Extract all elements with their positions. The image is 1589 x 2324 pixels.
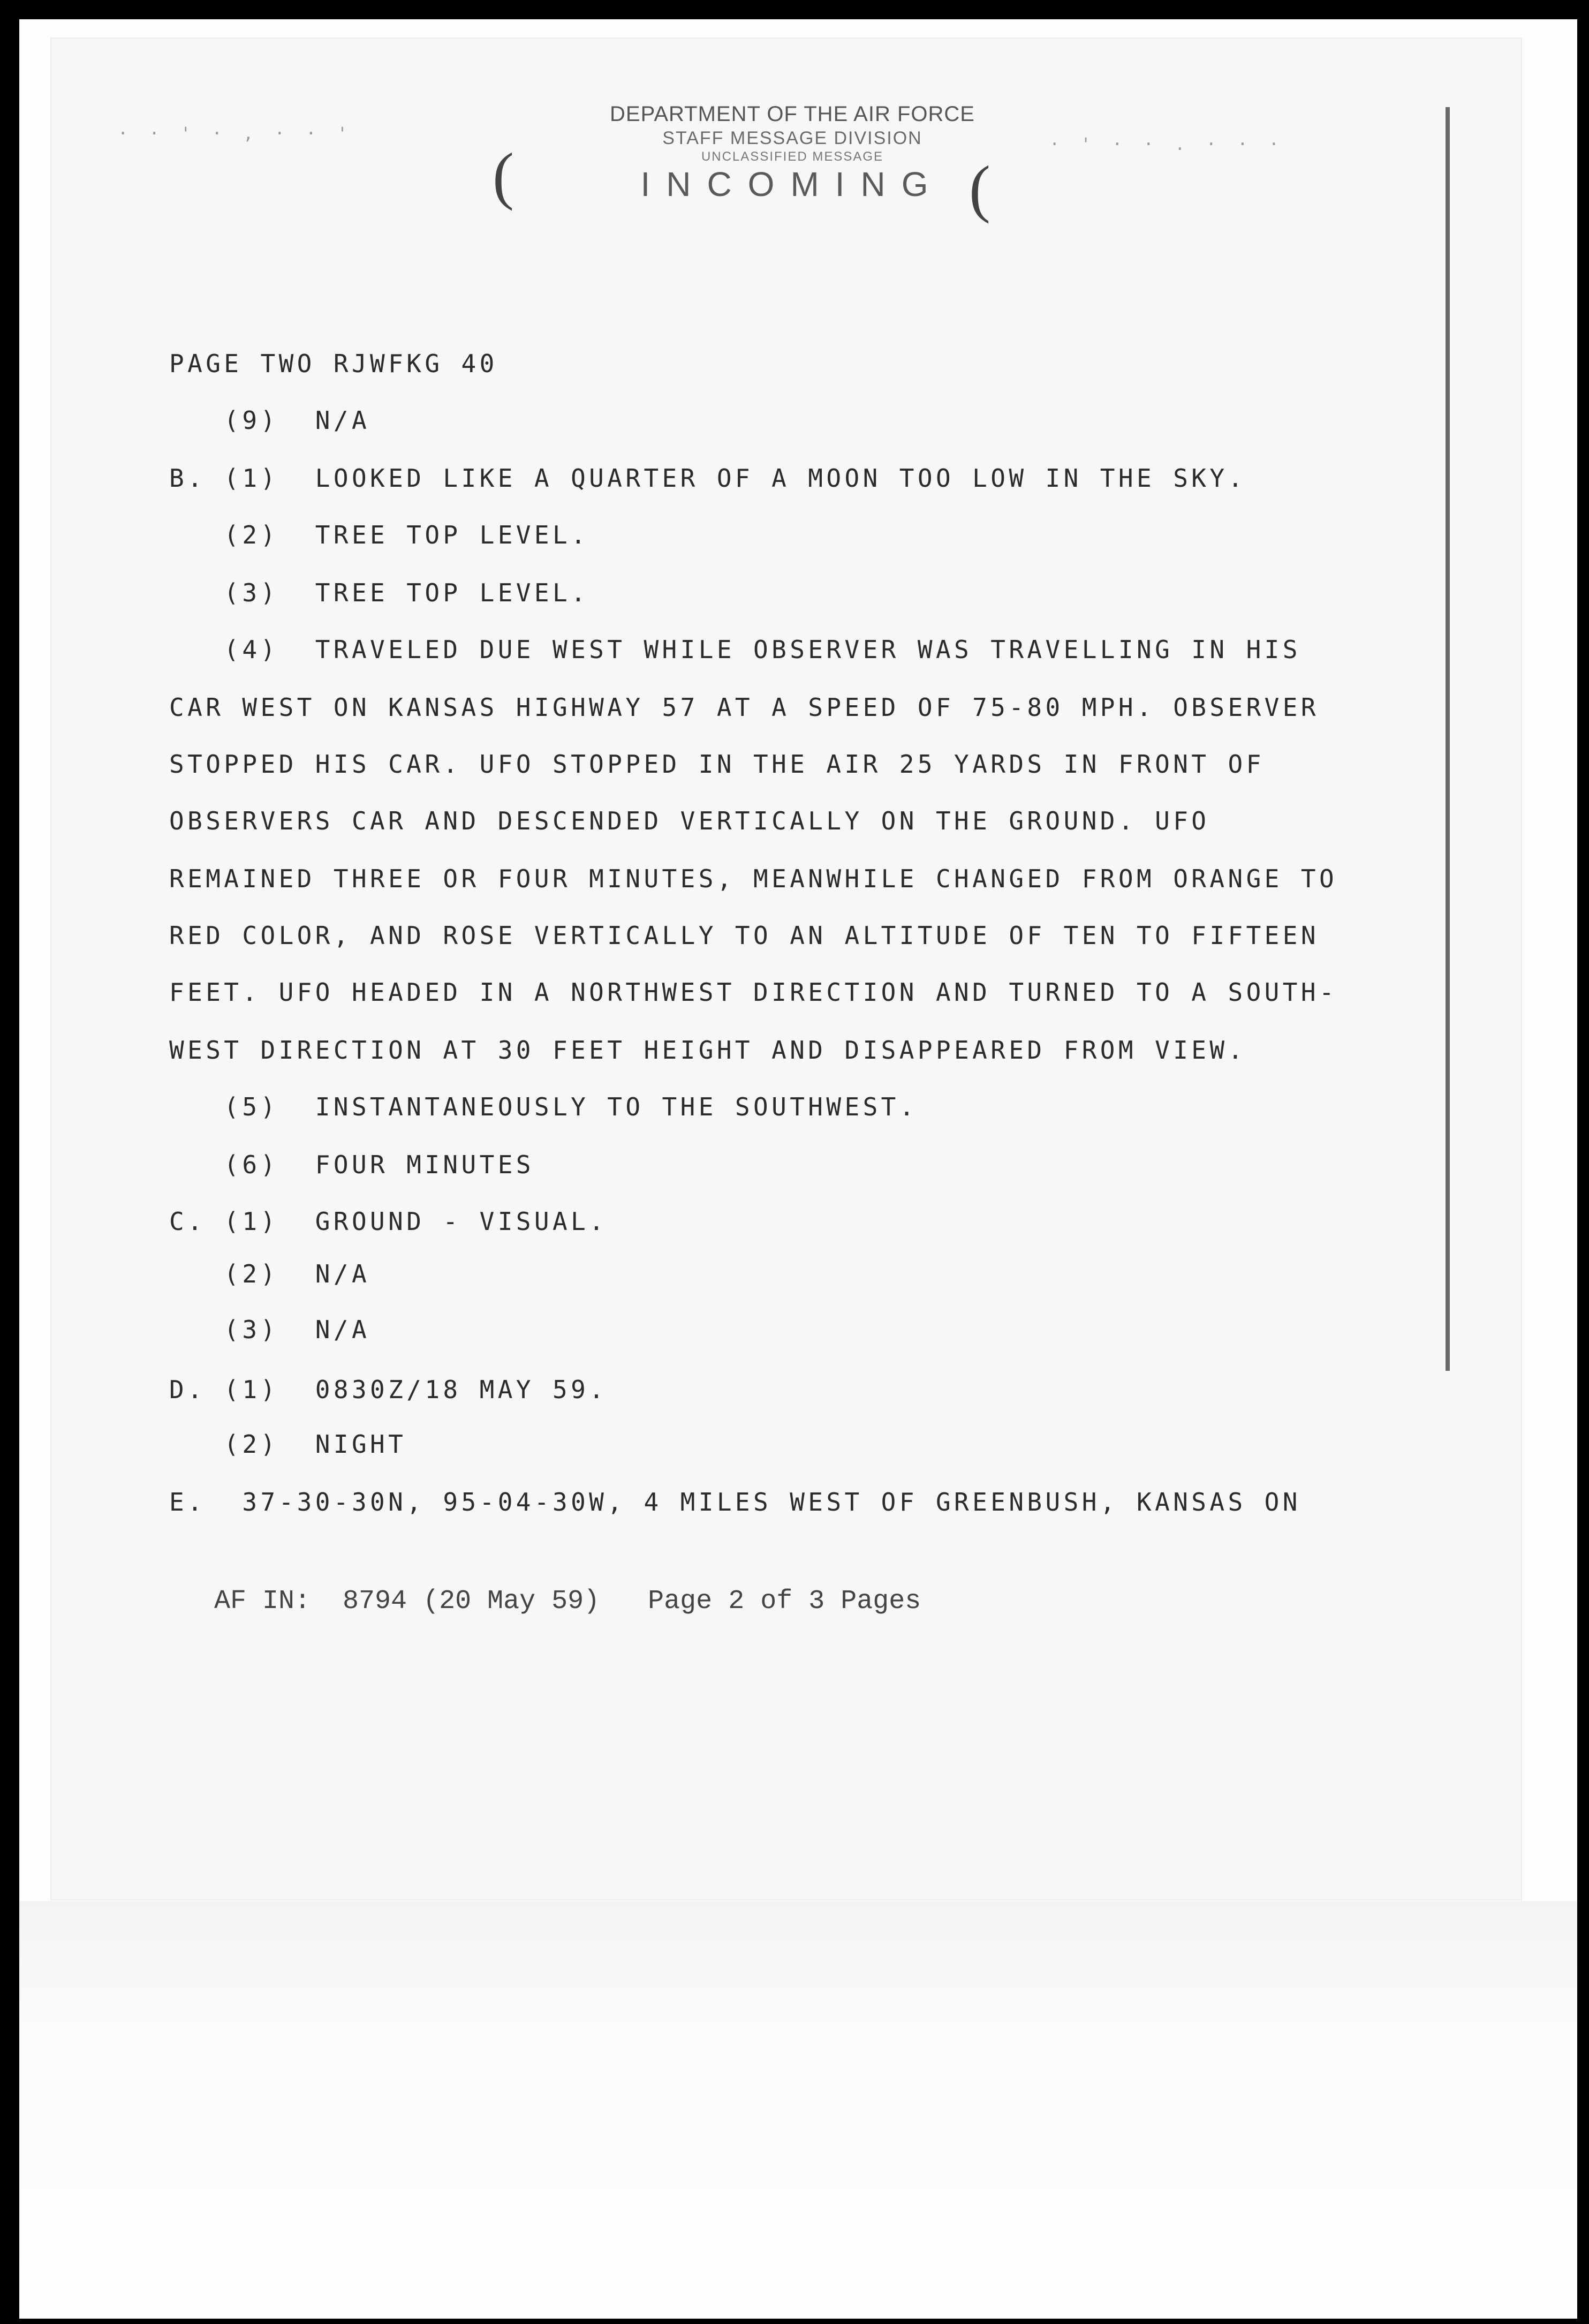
body-line-1: PAGE TWO RJWFKG 40 (169, 349, 498, 378)
body-line-3: B. (1) LOOKED LIKE A QUARTER OF A MOON TOO LOW IN THE SKY. (169, 464, 1246, 493)
body-line-10: REMAINED THREE OR FOUR MINUTES, MEANWHILE CHANGED FROM ORANGE TO (169, 864, 1338, 893)
body-line-11: RED COLOR, AND ROSE VERTICALLY TO AN ALTITUDE OF TEN TO FIFTEEN (169, 921, 1319, 950)
af-in-label: AF IN: (214, 1586, 311, 1617)
right-bracket-mark: ( (969, 153, 990, 224)
faded-mark-left: · · ' · , · · ' (118, 123, 353, 144)
body-line-20: (2) NIGHT (169, 1430, 407, 1459)
paper-lower-area (19, 1901, 1577, 2319)
body-line-9: OBSERVERS CAR AND DESCENDED VERTICALLY ON THE GROUND. UFO (169, 806, 1210, 835)
body-line-17: (2) N/A (169, 1259, 370, 1288)
message-form (51, 39, 1521, 1899)
classification-label: UNCLASSIFIED MESSAGE (701, 149, 884, 164)
faded-mark-right: · ' · · . · · · (1049, 134, 1284, 154)
af-in-number: 8794 (343, 1586, 407, 1617)
message-date: (20 May 59) (423, 1586, 600, 1617)
body-line-15: (6) FOUR MINUTES (169, 1150, 534, 1179)
body-line-12: FEET. UFO HEADED IN A NORTHWEST DIRECTION AND TURNED TO A SOUTH- (169, 978, 1338, 1007)
body-line-5: (3) TREE TOP LEVEL. (169, 578, 589, 607)
body-line-6: (4) TRAVELED DUE WEST WHILE OBSERVER WAS TRAVELLING IN HIS (169, 635, 1301, 664)
body-line-2: (9) N/A (169, 406, 370, 435)
body-line-7: CAR WEST ON KANSAS HIGHWAY 57 AT A SPEED OF 75-80 MPH. OBSERVER (169, 693, 1319, 722)
message-footer (214, 1586, 921, 1617)
body-line-16: C. (1) GROUND - VISUAL. (169, 1207, 608, 1236)
body-line-14: (5) INSTANTANEOUSLY TO THE SOUTHWEST. (169, 1092, 918, 1121)
left-bracket-mark: ( (493, 140, 514, 211)
body-line-4: (2) TREE TOP LEVEL. (169, 520, 589, 549)
body-line-21: E. 37-30-30N, 95-04-30W, 4 MILES WEST OF GREENBUSH, KANSAS ON (169, 1488, 1301, 1516)
body-line-8: STOPPED HIS CAR. UFO STOPPED IN THE AIR 25 YARDS IN FRONT OF (169, 750, 1265, 779)
division-title: STAFF MESSAGE DIVISION (662, 128, 922, 148)
form-right-edge (1446, 107, 1450, 1371)
incoming-label: INCOMING (640, 165, 944, 203)
body-line-19: D. (1) 0830Z/18 MAY 59. (169, 1375, 608, 1404)
body-line-18: (3) N/A (169, 1315, 370, 1344)
message-header (578, 101, 1007, 203)
body-line-13: WEST DIRECTION AT 30 FEET HEIGHT AND DISAPPEARED FROM VIEW. (169, 1036, 1246, 1065)
page-info: Page 2 of 3 Pages (648, 1586, 921, 1617)
department-title: DEPARTMENT OF THE AIR FORCE (610, 102, 975, 126)
